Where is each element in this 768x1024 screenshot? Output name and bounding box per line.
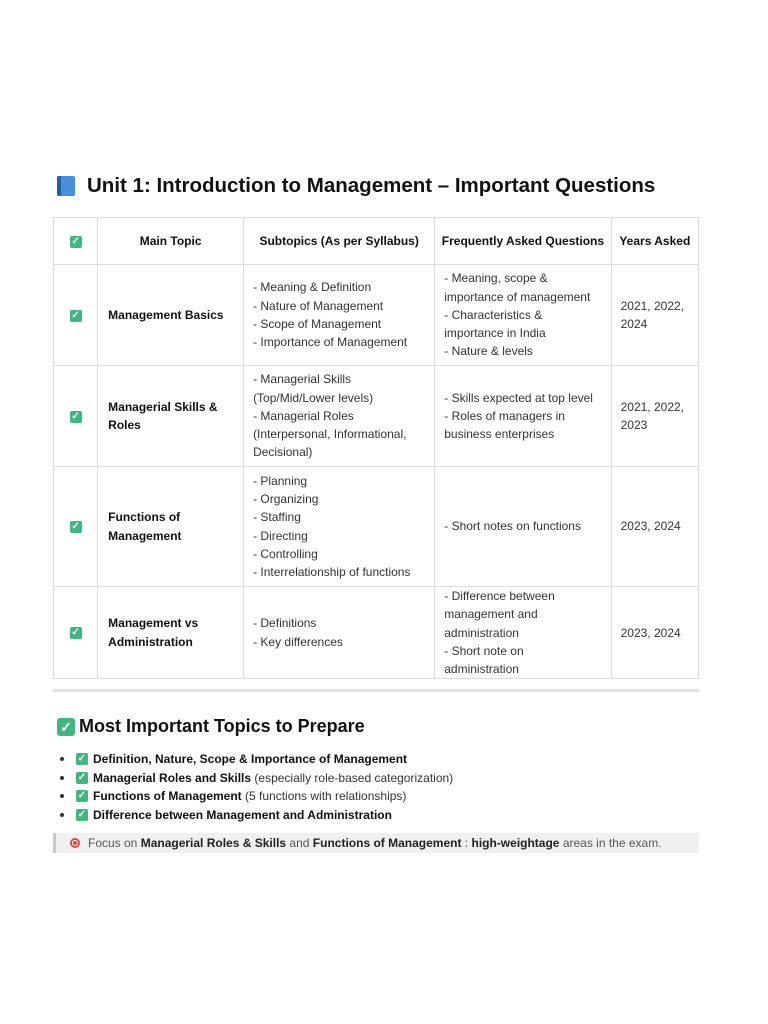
years-cell: 2023, 2024 (611, 587, 698, 679)
faq-line: - Meaning, scope & (444, 271, 548, 286)
focus-prefix: Focus on (88, 836, 141, 850)
focus-bold-1: Managerial Roles & Skills (140, 836, 287, 850)
list-item (60, 787, 453, 806)
subtopic-line: - Nature of Management (253, 298, 384, 313)
subtopic-line: - Managerial Skills (253, 372, 352, 387)
focus-mid: and (286, 836, 313, 850)
faq-line: administration (444, 625, 519, 640)
row-check-cell (54, 587, 98, 679)
faq-line: business enterprises (444, 427, 555, 442)
green-check-icon (70, 310, 82, 322)
subtopic-line: - Staffing (253, 510, 301, 525)
header-main-topic: Main Topic (98, 218, 244, 265)
subtopics-cell (244, 366, 435, 467)
topic-rest: (especially role-based categorization) (251, 770, 454, 785)
faq-cell (435, 265, 611, 366)
topic-rest: (5 functions with relationships) (241, 789, 407, 803)
focus-bold-3: high-weightage (471, 836, 560, 850)
subtopics-cell (244, 467, 435, 587)
subtopic-line: - Meaning & Definition (253, 280, 372, 295)
row-check-cell (54, 467, 98, 587)
faq-line: - Roles of managers in (444, 408, 565, 423)
green-check-icon (70, 411, 82, 423)
section-title-text: Most Important Topics to Prepare (79, 716, 365, 736)
faq-line: importance in India (444, 326, 546, 341)
header-years: Years Asked (611, 218, 698, 265)
table-row (54, 265, 699, 366)
focus-note (53, 833, 699, 853)
faq-cell (435, 467, 611, 587)
important-topics-list (60, 750, 453, 824)
main-topic-cell: Management vs Administration (98, 587, 244, 679)
green-check-icon (57, 718, 75, 736)
green-check-icon (76, 772, 88, 784)
subtopic-line: - Importance of Management (253, 335, 408, 350)
main-topic-cell: Functions of Management (98, 467, 244, 587)
faq-cell (435, 366, 611, 467)
subtopic-line: - Controlling (253, 546, 318, 561)
row-check-cell (54, 265, 98, 366)
topic-bold: Managerial Roles and Skills (93, 770, 252, 785)
list-item (60, 806, 453, 825)
row-check-cell (54, 366, 98, 467)
subtopic-line: Decisional) (253, 445, 313, 460)
faq-line: importance of management (444, 289, 591, 304)
focus-suffix: areas in the exam. (559, 836, 662, 850)
faq-line: - Nature & levels (444, 344, 533, 359)
green-check-icon (70, 627, 82, 639)
main-topic-cell: Management Basics (98, 265, 244, 366)
subtopics-cell (244, 265, 435, 366)
subtopic-line: (Top/Mid/Lower levels) (253, 390, 374, 405)
topic-bold: Difference between Management and Administration (93, 807, 392, 822)
focus-bold-2: Functions of Management (312, 836, 462, 850)
green-check-icon (70, 521, 82, 533)
years-cell: 2023, 2024 (611, 467, 698, 587)
green-check-icon (76, 809, 88, 821)
section-divider (53, 689, 699, 692)
green-check-icon (76, 790, 88, 802)
table-header-row (54, 218, 699, 265)
list-item (60, 750, 453, 769)
table-row (54, 366, 699, 467)
subtopics-cell (244, 587, 435, 679)
faq-cell (435, 587, 611, 679)
table-row (54, 587, 699, 679)
header-check-cell (54, 218, 98, 265)
questions-table (53, 217, 699, 679)
faq-line: management and (444, 607, 538, 622)
faq-line: - Short notes on functions (444, 519, 581, 534)
subtopic-line: - Scope of Management (253, 317, 382, 331)
subtopic-line: - Planning (253, 473, 308, 488)
subtopic-line: - Managerial Roles (253, 408, 354, 423)
subtopic-line: - Directing (253, 528, 308, 543)
topic-bold: Definition, Nature, Scope & Importance of Management (93, 752, 408, 766)
section-title (57, 716, 365, 737)
table-row (54, 467, 699, 587)
subtopic-line: - Key differences (253, 634, 343, 649)
green-check-icon (70, 236, 82, 248)
subtopic-line: - Interrelationship of functions (253, 565, 411, 580)
page-title-text: Unit 1: Introduction to Management – Important Questions (87, 174, 656, 197)
subtopic-line: (Interpersonal, Informational, (253, 427, 407, 442)
main-topic-cell: Managerial Skills & Roles (98, 366, 244, 467)
faq-line: - Short note on administration (444, 643, 524, 677)
blue-book-icon (57, 176, 75, 196)
topic-bold: Functions of Management (93, 789, 242, 803)
focus-sep: : (461, 836, 472, 850)
bullet-icon (60, 776, 64, 780)
years-cell: 2021, 2022, 2023 (611, 366, 698, 467)
years-cell: 2021, 2022, 2024 (611, 265, 698, 366)
list-item (60, 769, 453, 788)
bullet-icon (60, 757, 64, 761)
target-icon (70, 838, 80, 848)
faq-line: - Skills expected at top level (444, 390, 593, 405)
subtopic-line: - Definitions (253, 616, 317, 631)
bullet-icon (60, 794, 64, 798)
faq-line: - Difference between (444, 589, 555, 603)
bullet-icon (60, 813, 64, 817)
page-title (57, 174, 655, 198)
header-faq: Frequently Asked Questions (435, 218, 611, 265)
green-check-icon (76, 753, 88, 765)
faq-line: - Characteristics & (444, 307, 543, 322)
header-subtopics: Subtopics (As per Syllabus) (244, 218, 435, 265)
subtopic-line: - Organizing (253, 491, 319, 506)
